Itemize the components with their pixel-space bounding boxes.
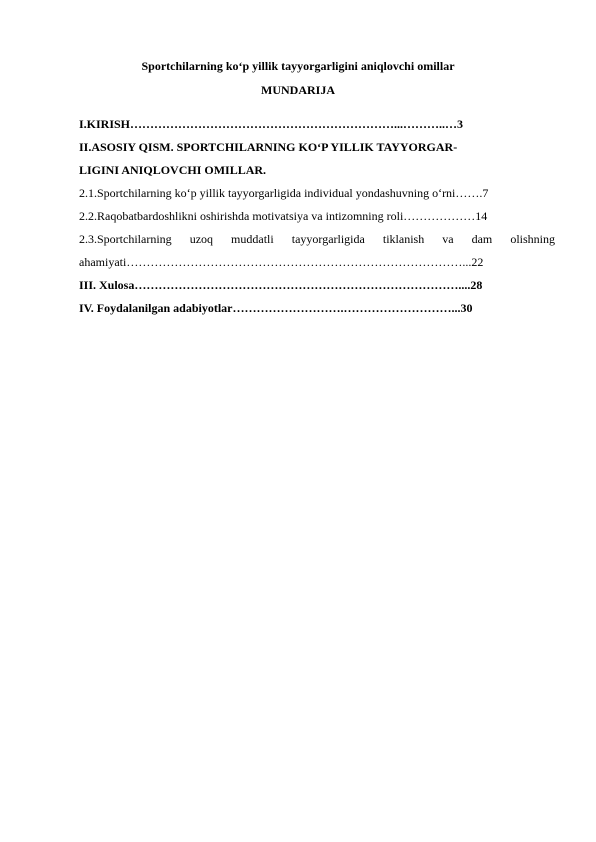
toc-word: olishning [510,232,555,246]
toc-entry-kirish: I.KIRISH…………………………………………………………...………..…3 [79,117,464,131]
document-title: Sportchilarning ko‘p yillik tayyorgarligini aniqlovchi omillar [141,59,455,73]
toc-entry-2-3-line1 [79,228,555,251]
toc-word: muddatli [231,232,274,246]
toc-entry-2-3-line2: ahamiyati…………………………………………………………………………...22 [79,255,484,269]
toc-word: 2.3.Sportchilarning [79,232,172,246]
toc-entry-adabiyotlar: IV. Foydalanilgan adabiyotlar……………………….………………………...30 [79,301,473,315]
contents-heading: MUNDARIJA [261,83,335,97]
toc-entry-xulosa: III. Xulosa………………………………………………………………………....28 [79,278,483,292]
toc-entry-2-2: 2.2.Raqobatbardoshlikni oshirishda motivatsiya va intizomning roli………………14 [79,209,488,223]
toc-word: va [442,232,454,246]
toc-entry-asosiy-line2: LIGINI ANIQLOVCHI OMILLAR. [79,163,267,177]
toc-entry-asosiy-line1: II.ASOSIY QISM. SPORTCHILARNING KO‘P YILLIK TAYYORGAR- [79,140,458,154]
toc-word: tayyorgarligida [291,232,365,246]
toc-entry-2-1: 2.1.Sportchilarning ko‘p yillik tayyorgarligida individual yondashuvning o‘rni…….7 [79,186,489,200]
toc-word: dam [471,232,493,246]
toc-word: uzoq [189,232,214,246]
toc-word: tiklanish [382,232,425,246]
